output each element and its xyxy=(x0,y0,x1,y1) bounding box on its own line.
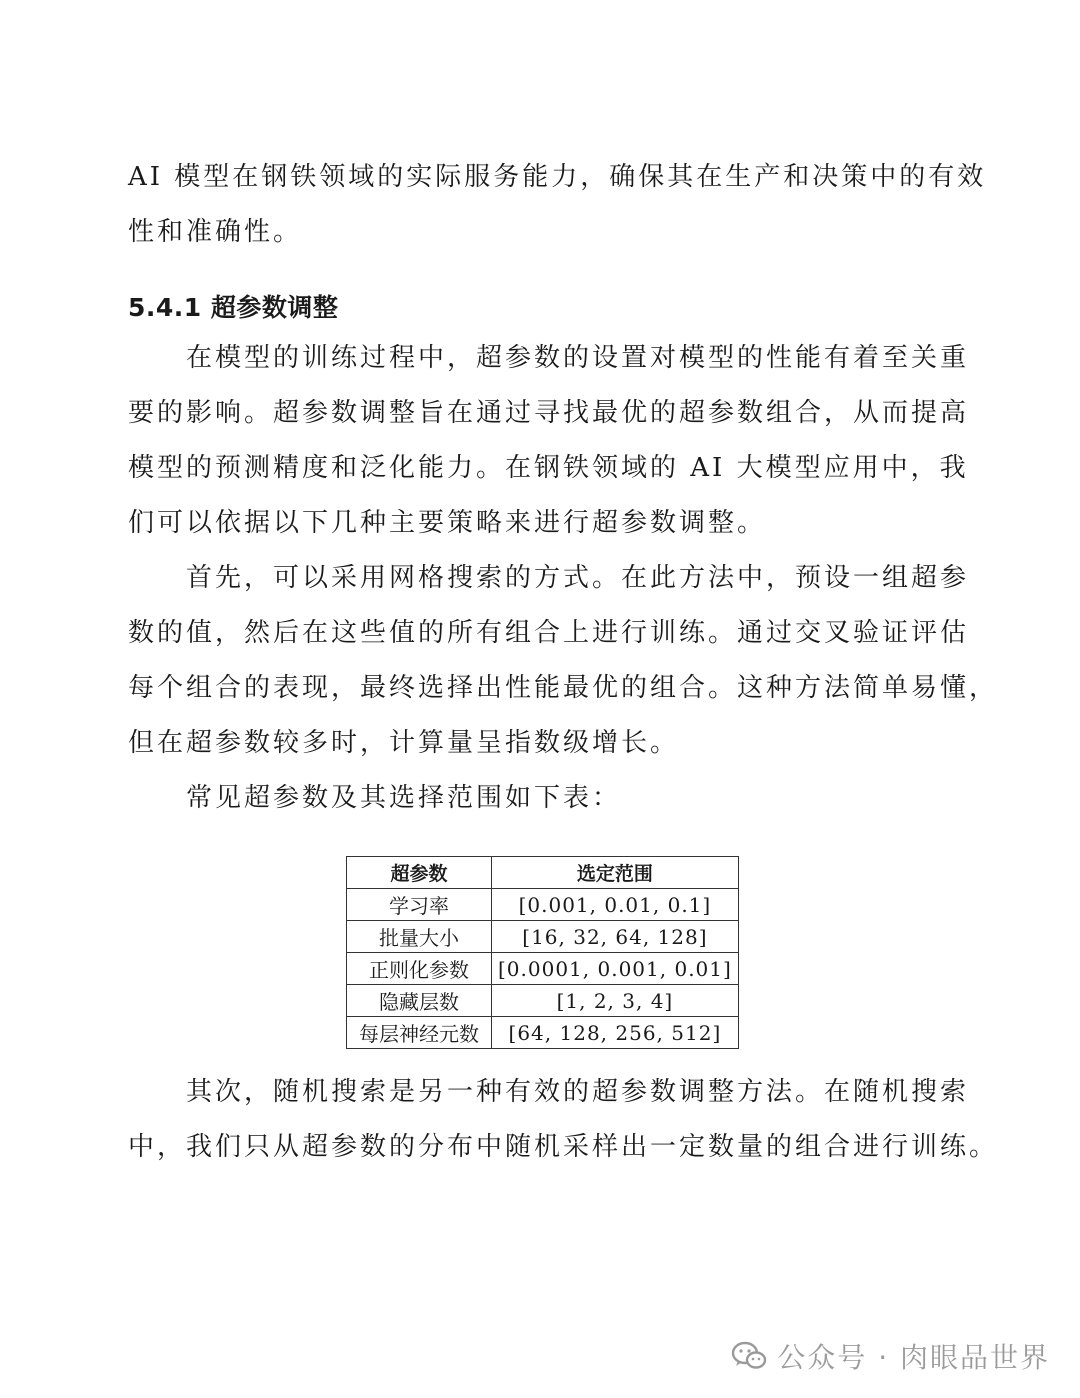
watermark-text: 公众号 · 肉眼品世界 xyxy=(777,1341,1050,1374)
intro-paragraph xyxy=(128,150,987,260)
text-line: 们可以依据以下几种主要策略来进行超参数调整。 xyxy=(128,508,767,538)
param-range-cell: [16, 32, 64, 128] xyxy=(492,921,739,953)
text-line: 性和准确性。 xyxy=(128,217,303,247)
text-line: 中，我们只从超参数的分布中随机采样出一定数量的组合进行训练。 xyxy=(128,1132,999,1162)
table-header-cell: 超参数 xyxy=(347,857,492,889)
param-name-cell: 每层神经元数 xyxy=(347,1017,492,1049)
param-range-cell: [0.0001, 0.001, 0.01] xyxy=(492,953,739,985)
table-row xyxy=(347,889,739,921)
param-range-cell: [0.001, 0.01, 0.1] xyxy=(492,889,739,921)
text-line: 每个组合的表现，最终选择出性能最优的组合。这种方法简单易懂， xyxy=(128,673,999,703)
text-line: 模型的预测精度和泛化能力。在钢铁领域的 AI 大模型应用中，我 xyxy=(128,453,969,483)
param-range-cell: [1, 2, 3, 4] xyxy=(492,985,739,1017)
body-paragraph-3 xyxy=(128,1065,999,1175)
table-intro-paragraph xyxy=(128,771,978,826)
table-header-cell: 选定范围 xyxy=(492,857,739,889)
text-line: 在模型的训练过程中，超参数的设置对模型的性能有着至关重 xyxy=(128,343,970,373)
text-line: 常见超参数及其选择范围如下表： xyxy=(128,783,622,813)
text-line: 其次，随机搜索是另一种有效的超参数调整方法。在随机搜索 xyxy=(128,1077,970,1107)
watermark xyxy=(731,1336,1050,1376)
text-line: 数的值，然后在这些值的所有组合上进行训练。通过交叉验证评估 xyxy=(128,618,970,648)
table-header-row xyxy=(347,857,739,889)
text-line: AI 模型在钢铁领域的实际服务能力，确保其在生产和决策中的有效 xyxy=(128,162,987,192)
wechat-icon xyxy=(731,1340,767,1372)
table-row xyxy=(347,985,739,1017)
table-row xyxy=(347,1017,739,1049)
param-name-cell: 学习率 xyxy=(347,889,492,921)
text-line: 首先，可以采用网格搜索的方式。在此方法中，预设一组超参 xyxy=(128,563,970,593)
param-name-cell: 正则化参数 xyxy=(347,953,492,985)
param-name-cell: 隐藏层数 xyxy=(347,985,492,1017)
table-row xyxy=(347,953,739,985)
body-paragraph-1 xyxy=(128,331,978,551)
body-paragraph-2 xyxy=(128,551,999,771)
param-range-cell: [64, 128, 256, 512] xyxy=(492,1017,739,1049)
text-line: 但在超参数较多时，计算量呈指数级增长。 xyxy=(128,728,680,758)
param-name-cell: 批量大小 xyxy=(347,921,492,953)
table-row xyxy=(347,921,739,953)
section-heading: 5.4.1 超参数调整 xyxy=(128,293,339,322)
text-line: 要的影响。超参数调整旨在通过寻找最优的超参数组合，从而提高 xyxy=(128,398,970,428)
hyperparameter-table xyxy=(346,856,739,1049)
